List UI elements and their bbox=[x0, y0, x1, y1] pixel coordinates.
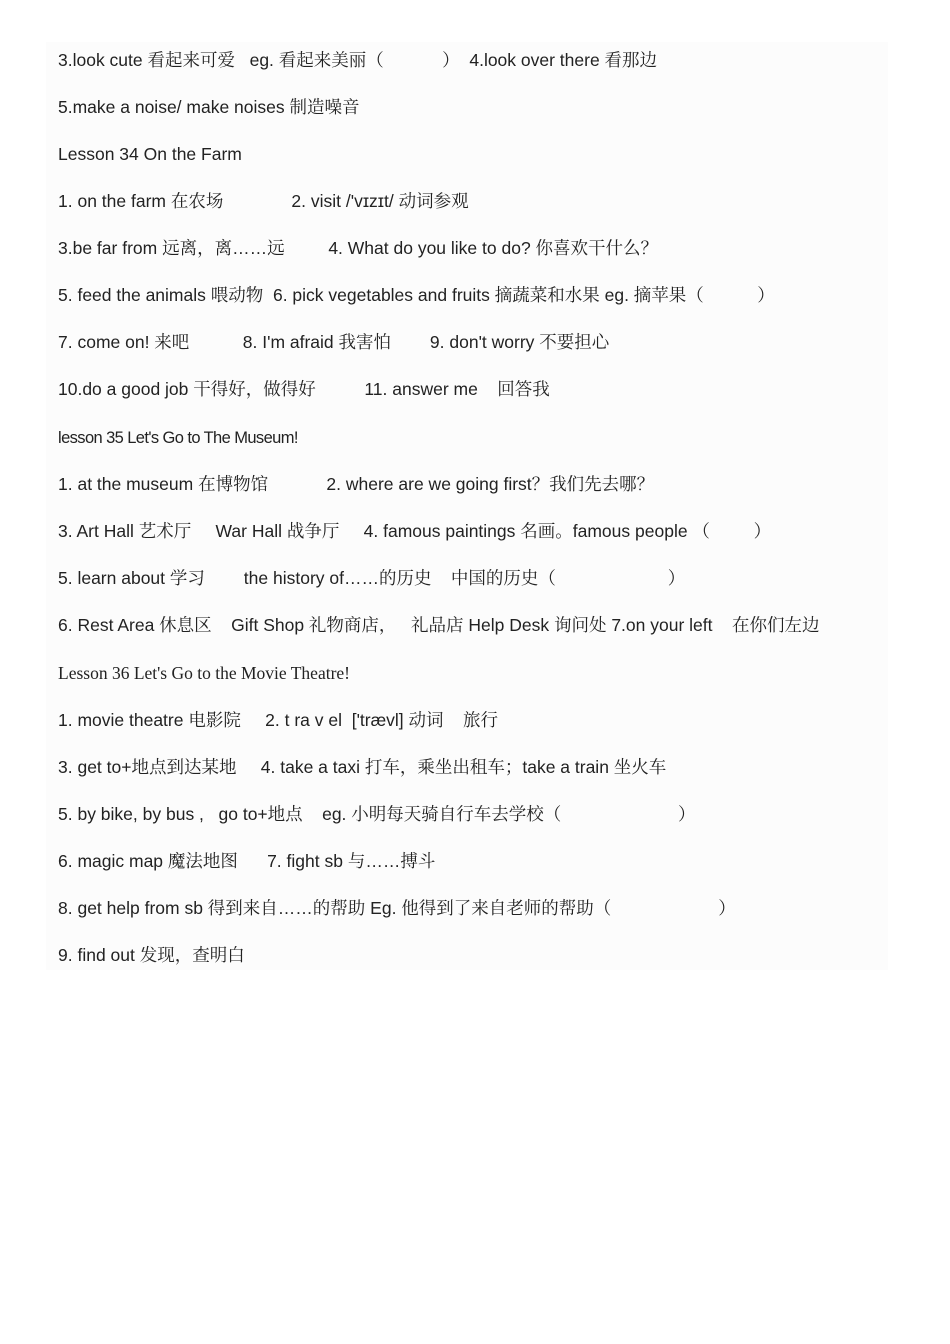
vocab-line-magic-map: 6. magic map 魔法地图 7. fight sb 与……搏斗 bbox=[58, 851, 436, 871]
vocab-line-look-cute: 3.look cute 看起来可爱 eg. 看起来美丽（ ） 4.look over there 看那边 bbox=[58, 50, 658, 70]
vocab-line-movie-theatre: 1. movie theatre 电影院 2. t ra v el ['trævl] 动词 旅行 bbox=[58, 710, 498, 730]
vocab-line-art-hall: 3. Art Hall 艺术厅 War Hall 战争厅 4. famous paintings 名画。famous people （ ） bbox=[58, 521, 772, 541]
vocab-line-at-the-museum: 1. at the museum 在博物馆 2. where are we going first？我们先去哪？ bbox=[58, 474, 655, 494]
vocab-line-get-help-from: 8. get help from sb 得到来自……的帮助 Eg. 他得到了来自老师的帮助（ ） bbox=[58, 898, 736, 918]
lesson-35-heading: lesson 35 Let's Go to The Museum! bbox=[58, 429, 298, 447]
vocab-line-rest-area: 6. Rest Area 休息区 Gift Shop 礼物商店， 礼品店 Help Desk 询问处 7.on your left 在你们左边 bbox=[58, 615, 820, 635]
vocab-line-do-a-good-job: 10.do a good job 干得好，做得好 11. answer me 回答我 bbox=[58, 379, 550, 399]
lesson-34-heading: Lesson 34 On the Farm bbox=[58, 144, 242, 164]
vocab-line-come-on: 7. come on! 来吧 8. I'm afraid 我害怕 9. don't worry 不要担心 bbox=[58, 332, 610, 352]
vocab-line-on-the-farm: 1. on the farm 在农场 2. visit /'vɪzɪt/ 动词参观 bbox=[58, 191, 469, 211]
vocab-line-by-bike: 5. by bike, by bus , go to+地点 eg. 小明每天骑自行车去学校（ ） bbox=[58, 804, 696, 824]
text-highlight-block bbox=[46, 42, 888, 970]
vocab-line-find-out: 9. find out 发现，查明白 bbox=[58, 945, 245, 965]
vocab-line-be-far-from: 3.be far from 远离，离……远 4. What do you like to do? 你喜欢干什么？ bbox=[58, 238, 659, 258]
vocab-line-make-a-noise: 5.make a noise/ make noises 制造噪音 bbox=[58, 97, 360, 117]
vocab-line-learn-about: 5. learn about 学习 the history of……的历史 中国的历史（ ） bbox=[58, 568, 686, 588]
vocab-line-get-to: 3. get to+地点到达某地 4. take a taxi 打车，乘坐出租车；take a train 坐火车 bbox=[58, 757, 667, 777]
vocab-line-feed-the-animals: 5. feed the animals 喂动物 6. pick vegetables and fruits 摘蔬菜和水果 eg. 摘苹果（ ） bbox=[58, 285, 775, 305]
lesson-36-heading: Lesson 36 Let's Go to the Movie Theatre! bbox=[58, 663, 350, 683]
